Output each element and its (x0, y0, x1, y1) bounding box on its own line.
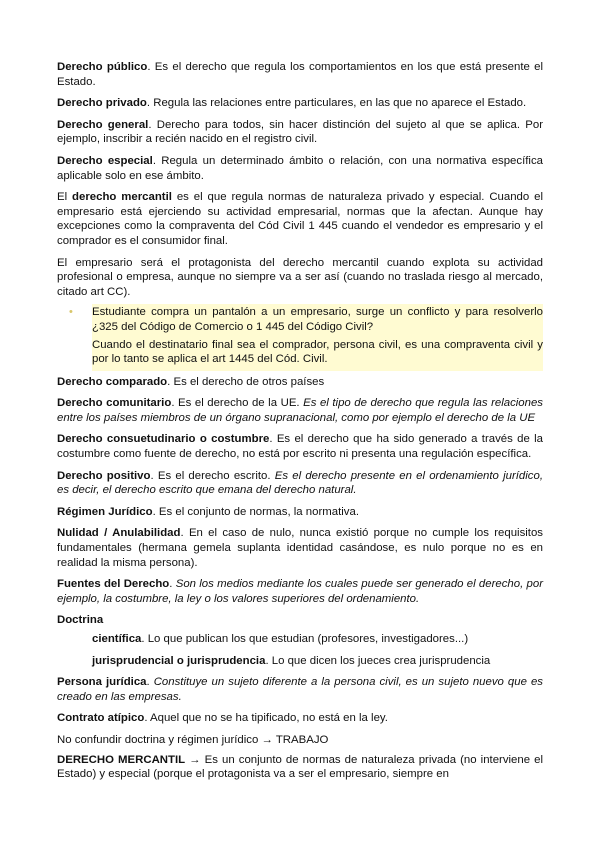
paragraph-derecho-mercantil: El derecho mercantil es el que regula normas de naturaleza privado y especial. Cuando el empresario está ejerciendo su actividad empresarial, normas que la afectan. Aunque hay excepciones como la compraventa del Cód Civil 1 445 cuando el vendedor es empresario y el comprador es el consumidor final. (57, 191, 544, 247)
term: Derecho público (57, 61, 148, 73)
paragraph-persona-juridica: Persona jurídica. Constituye un sujeto diferente a la persona civil, es un sujeto nuevo que es creado en las empresas. (57, 676, 543, 703)
paragraph-derecho-positivo: Derecho positivo. Es el derecho escrito. Es el derecho presente en el ordenamiento jurídico, es decir, el derecho escrito que emana del derecho natural. (57, 469, 543, 497)
term: Derecho positivo (57, 469, 151, 482)
paragraph-derecho-comparado: Derecho comparado. Es el derecho de otros países (57, 375, 325, 388)
paragraph-fuentes-derecho: Fuentes del Derecho. Son los medios mediante los cuales puede ser generado el derecho, por ejemplo, la costumbre, la ley o los valores superiores del ordenamiento. (57, 578, 543, 605)
highlighted-example (69, 304, 543, 370)
paragraph-doctrina-cientifica: científica. Lo que publican los que estudian (profesores, investigadores...) (92, 633, 469, 645)
term: Derecho comparado (57, 375, 168, 388)
paragraph-doctrina-jurisprudencial: jurisprudencial o jurisprudencia. Lo que dicen los jueces crea jurisprudencia (92, 654, 491, 667)
paragraph-derecho-publico: Derecho público. Es el derecho que regula los comportamientos en los que está presente el Estado. (57, 61, 543, 88)
paragraph-derecho-especial: Derecho especial. Regula un determinado ámbito o relación, con una normativa específica aplicable solo en ese ámbito. (57, 154, 543, 182)
term: Derecho privado (57, 97, 147, 110)
paragraph-contrato-atipico: Contrato atípico. Aquel que no se ha tipificado, no está en la ley. (57, 712, 388, 725)
paragraph-derecho-comunitario: Derecho comunitario. Es el derecho de la UE. Es el tipo de derecho que regula las relaciones entre los países miembros de un órgano supranacional, como por ejemplo el derecho de la UE (57, 397, 543, 424)
term: DERECHO MERCANTIL (57, 753, 186, 766)
term: jurisprudencial o jurisprudencia (92, 654, 266, 667)
paragraph-empresario: El empresario será el protagonista del derecho mercantil cuando explota su actividad profesional o empresa, aunque no siempre va a ser así (cuando no traslada riesgo al mercado, citado art CC). (57, 256, 543, 298)
bullet-icon: • (69, 306, 73, 319)
term: Doctrina (57, 614, 104, 627)
term: Derecho general (57, 118, 149, 131)
paragraph-derecho-privado: Derecho privado. Regula las relaciones entre particulares, en las que no aparece el Estado. (57, 97, 527, 110)
term: Régimen Jurídico (57, 505, 153, 518)
paragraph-nulidad: Nulidad / Anulabilidad. En el caso de nulo, nunca existió porque no cumple los requisitos fundamentales (hermana gemela suplanta identidad casándose, es nulo porque no es en realidad la misma persona). (57, 527, 544, 569)
paragraph-derecho-general: Derecho general. Derecho para todos, sin hacer distinción del sujeto al que se aplica. Por ejemplo, inscribir a recién nacido en el registro civil. (57, 118, 543, 146)
paragraph-derecho-mercantil-definicion: DERECHO MERCANTIL → Es un conjunto de normas de naturaleza privada (no interviene el Estado) y especial (porque el protagonista va a ser el empresario, siempre en (57, 753, 543, 781)
term: científica (92, 633, 142, 645)
paragraph-regimen-juridico: Régimen Jurídico. Es el conjunto de normas, la normativa. (57, 505, 359, 518)
term: derecho mercantil (72, 191, 172, 204)
paragraph-derecho-consuetudinario: Derecho consuetudinario o costumbre. Es el derecho que ha sido generado a través de la costumbre como fuente de derecho, no está por escrito ni presenta una regulación específica. (57, 433, 543, 461)
term: Contrato atípico (57, 712, 145, 725)
paragraph-no-confundir: No confundir doctrina y régimen jurídico → TRABAJO (57, 733, 329, 746)
term: Derecho comunitario (57, 397, 172, 410)
term: Persona jurídica (57, 676, 147, 689)
term: Derecho especial (57, 154, 153, 167)
highlighted-answer: Cuando el destinatario final sea el comprador, persona civil, es una compraventa civil y por lo tanto se aplica el art 1445 del Cód. Civil. (92, 338, 543, 366)
term: Nulidad / Anulabilidad (57, 527, 181, 540)
highlighted-question: • Estudiante compra un pantalón a un empresario, surge un conflicto y para resolverlo ¿325 del Código de Comercio o 1 445 del Código Civil? (69, 306, 543, 333)
term: Fuentes del Derecho (57, 578, 170, 591)
paragraph-doctrina (57, 613, 543, 628)
term: Derecho consuetudinario o costumbre (57, 433, 270, 446)
